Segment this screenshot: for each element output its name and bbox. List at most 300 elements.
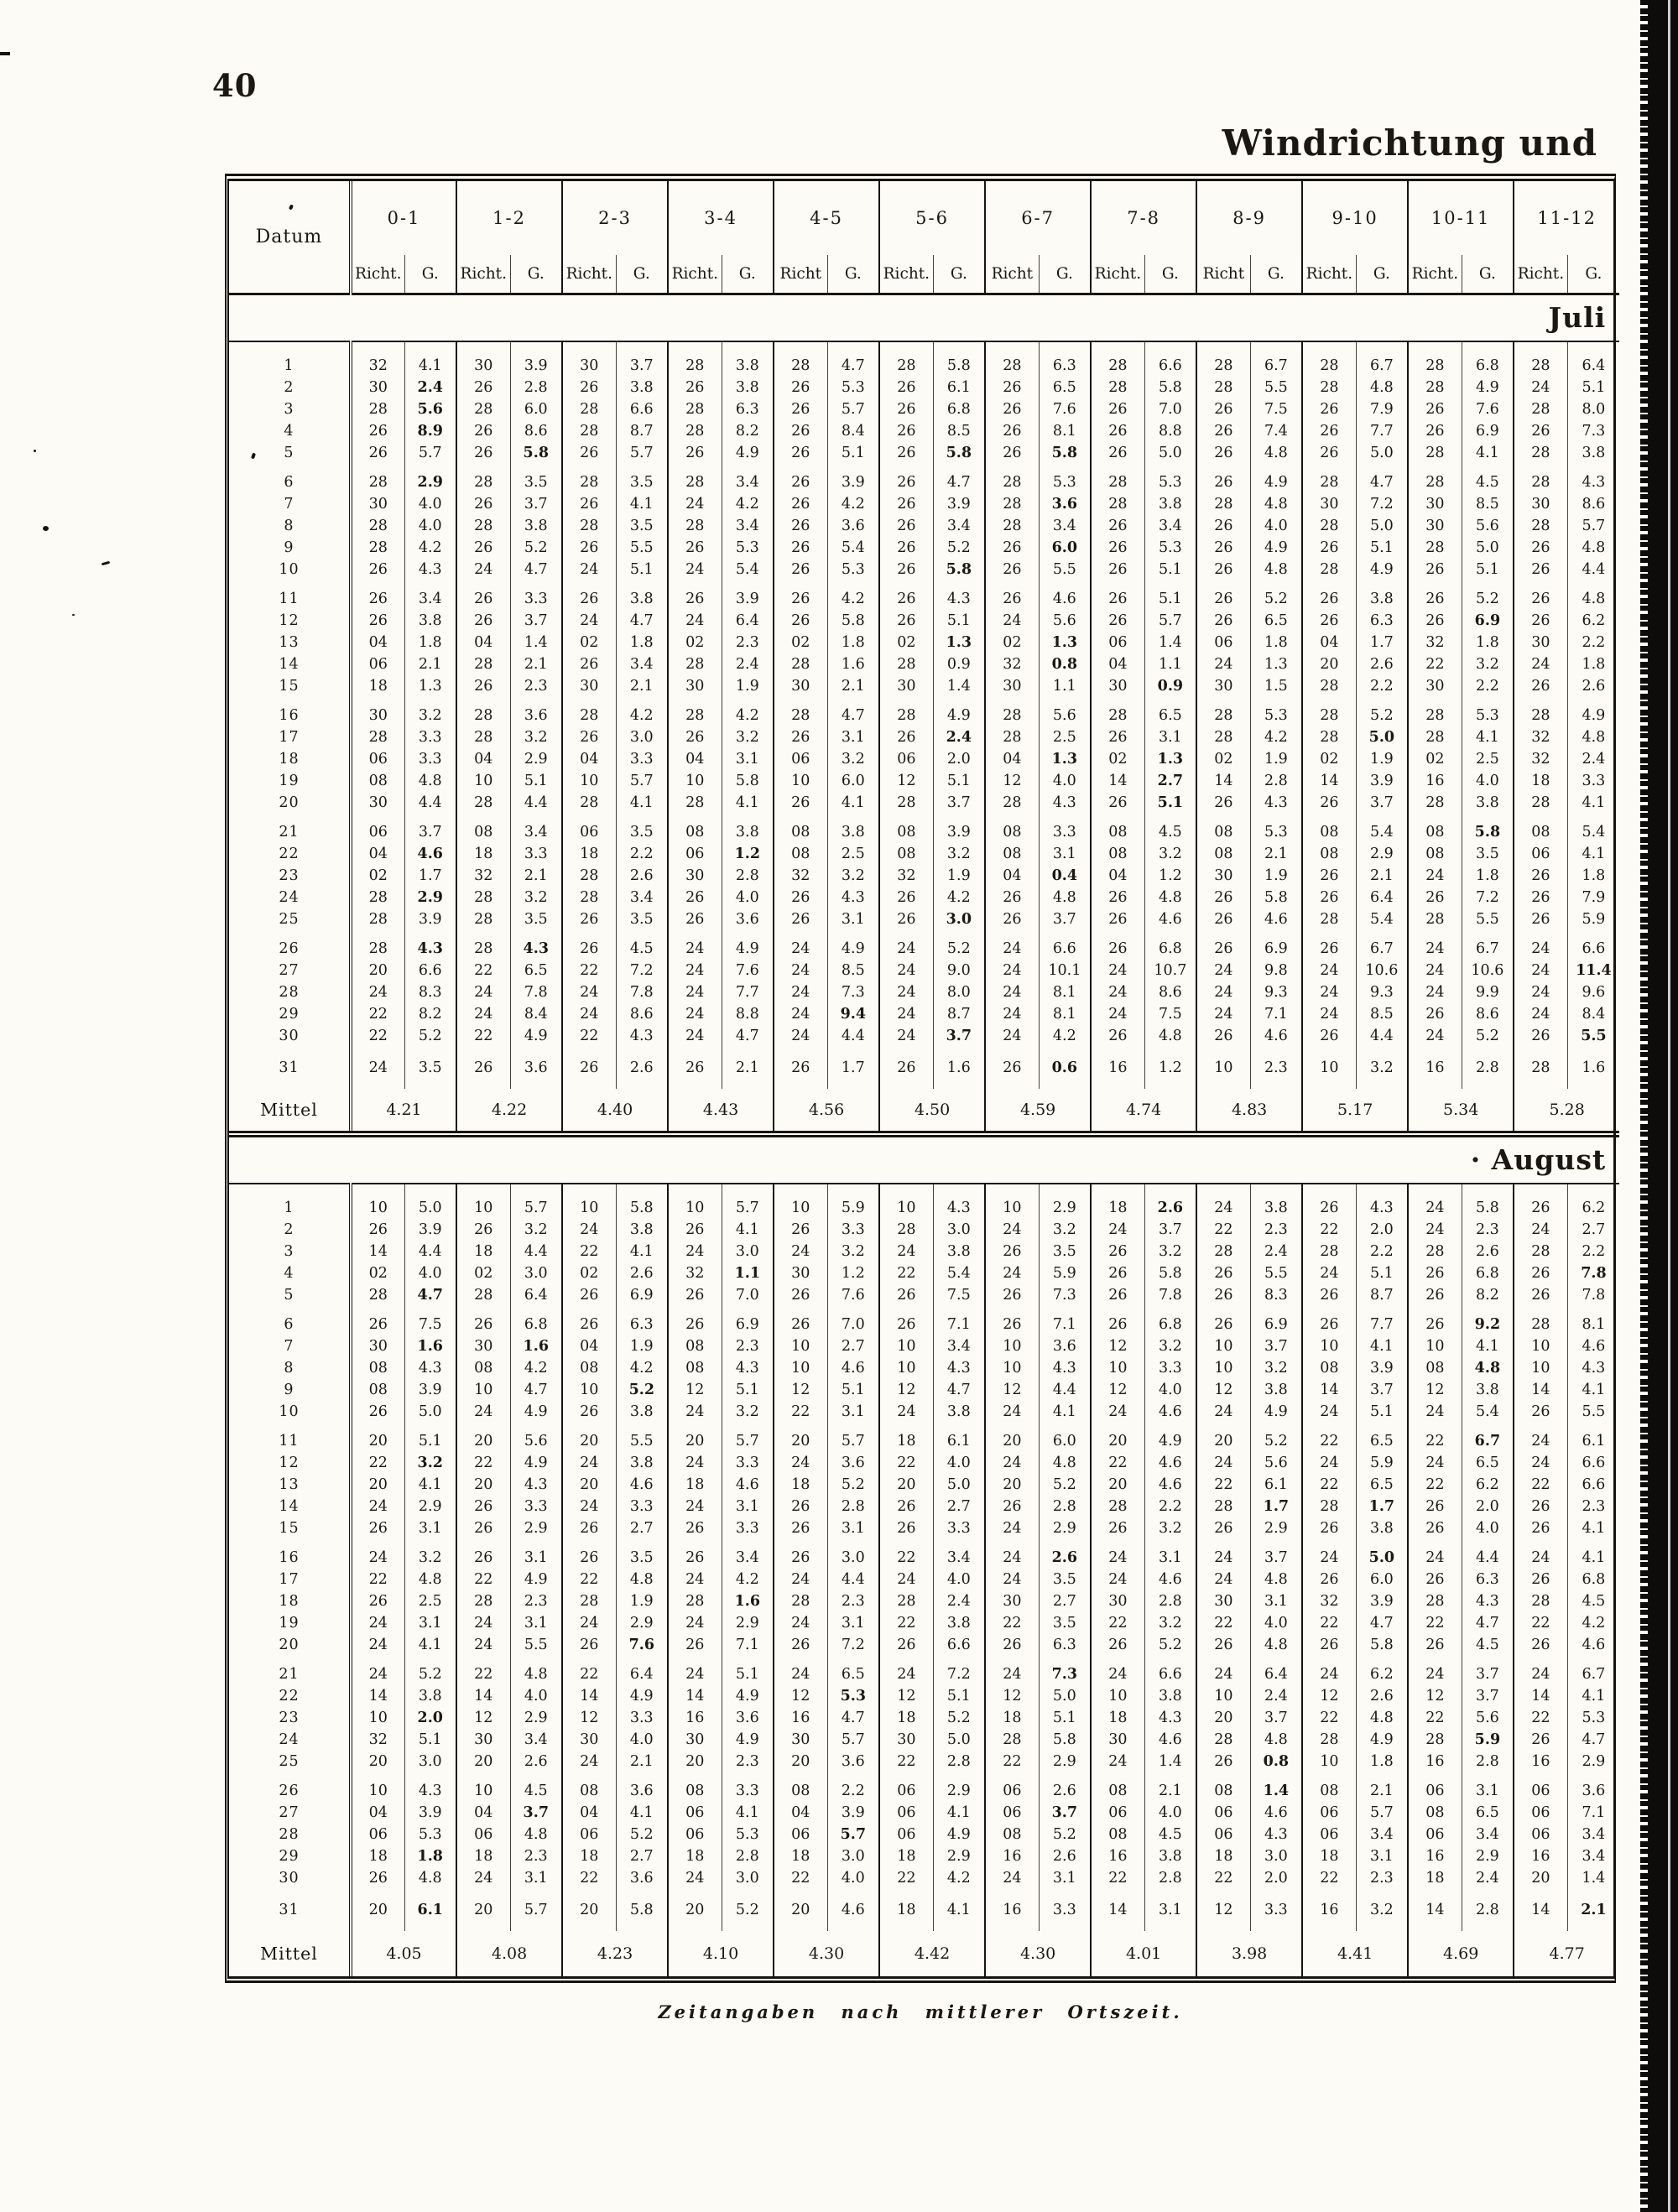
direction-cell: 18 — [562, 843, 616, 865]
table-row — [229, 1057, 1619, 1079]
direction-cell: 18 — [879, 1899, 933, 1921]
spacer-cell — [1567, 930, 1619, 938]
table-row — [229, 792, 1619, 814]
direction-cell: 08 — [1196, 843, 1250, 865]
speed-cell: 4.2 — [1567, 1612, 1619, 1634]
direction-cell: 30 — [985, 675, 1039, 697]
spacer-cell — [1302, 1539, 1356, 1547]
direction-cell: 28 — [1302, 675, 1356, 697]
table-row — [229, 887, 1619, 908]
speed-cell: 3.0 — [1250, 1845, 1302, 1867]
speed-cell: 4.1 — [404, 355, 456, 377]
direction-cell: 26 — [1408, 1634, 1462, 1656]
day-cell: 3 — [229, 1241, 351, 1262]
direction-cell: 28 — [456, 653, 510, 675]
spacer-cell — [616, 1921, 668, 1931]
mittel-label: Mittel — [229, 1089, 351, 1134]
direction-cell: 28 — [456, 908, 510, 930]
speed-cell: 3.9 — [404, 908, 456, 930]
spacer-cell — [827, 580, 879, 588]
speed-cell: 5.1 — [827, 442, 879, 464]
scan-speck — [0, 52, 10, 55]
direction-cell: 28 — [1408, 377, 1462, 398]
direction-cell: 04 — [1302, 632, 1356, 653]
speed-cell: 2.1 — [510, 653, 562, 675]
direction-cell: 06 — [1196, 632, 1250, 653]
speed-cell: 4.6 — [1144, 1401, 1196, 1423]
spacer-cell — [933, 930, 985, 938]
spacer-cell — [1462, 1423, 1514, 1430]
speed-cell: 5.0 — [1356, 1547, 1408, 1569]
speed-cell: 4.2 — [1250, 726, 1302, 748]
speed-cell: 2.1 — [404, 653, 456, 675]
table-row — [229, 1590, 1619, 1612]
direction-cell: 24 — [351, 1496, 404, 1517]
direction-cell: 26 — [668, 1517, 722, 1539]
speed-cell: 1.9 — [616, 1590, 668, 1612]
direction-cell: 28 — [1196, 1241, 1250, 1262]
speed-cell: 2.3 — [1250, 1219, 1302, 1241]
direction-cell: 28 — [1514, 515, 1567, 537]
speed-cell: 3.8 — [1144, 1685, 1196, 1707]
direction-cell: 26 — [1302, 1284, 1356, 1306]
spacer-cell — [616, 697, 668, 705]
direction-cell: 26 — [1196, 1751, 1250, 1772]
spacer-cell — [351, 1921, 404, 1931]
speed-cell: 2.6 — [1462, 1241, 1514, 1262]
spacer-cell — [827, 464, 879, 471]
speed-cell: 2.4 — [1567, 748, 1619, 770]
speed-cell: 6.1 — [1567, 1430, 1619, 1452]
spacer-cell — [1039, 1306, 1091, 1314]
direction-cell: 24 — [1408, 1197, 1462, 1219]
direction-cell: 12 — [985, 1379, 1039, 1401]
speed-cell: 3.5 — [616, 471, 668, 493]
speed-cell: 4.6 — [1567, 1335, 1619, 1357]
speed-cell: 2.3 — [510, 1845, 562, 1867]
direction-cell: 24 — [985, 1025, 1039, 1047]
day-cell: 22 — [229, 843, 351, 865]
direction-cell: 26 — [1091, 1241, 1144, 1262]
direction-cell: 32 — [879, 865, 933, 887]
direction-cell: 22 — [1514, 1707, 1567, 1729]
direction-cell: 26 — [1514, 588, 1567, 610]
spacer-cell — [1514, 1079, 1567, 1089]
speed-cell: 3.4 — [1144, 515, 1196, 537]
direction-cell: 26 — [1514, 887, 1567, 908]
direction-cell: 26 — [1408, 559, 1462, 580]
direction-cell: 26 — [351, 1867, 404, 1889]
speed-cell: 5.8 — [1039, 442, 1091, 464]
spacer-cell — [722, 1921, 774, 1931]
spacer-cell — [1144, 1889, 1196, 1899]
speed-cell: 3.5 — [616, 821, 668, 843]
speed-cell: 4.1 — [722, 1219, 774, 1241]
speed-cell: 2.4 — [1250, 1685, 1302, 1707]
speed-cell: 3.9 — [1356, 1590, 1408, 1612]
direction-cell: 10 — [351, 1780, 404, 1802]
direction-cell: 28 — [1514, 398, 1567, 420]
speed-cell: 2.6 — [1039, 1547, 1091, 1569]
day-cell: 9 — [229, 537, 351, 559]
spacer-cell — [510, 1079, 562, 1089]
direction-cell: 08 — [668, 1335, 722, 1357]
direction-cell: 10 — [1091, 1357, 1144, 1379]
speed-cell: 4.7 — [404, 1284, 456, 1306]
wind-direction-strength-table — [225, 174, 1616, 1983]
spacer-cell — [1039, 1047, 1091, 1057]
speed-cell: 4.3 — [510, 1474, 562, 1496]
direction-cell: 14 — [1514, 1379, 1567, 1401]
speed-cell: 3.7 — [1144, 1219, 1196, 1241]
direction-cell: 28 — [351, 887, 404, 908]
spacer-cell — [351, 1889, 404, 1899]
speed-cell: 4.1 — [933, 1802, 985, 1824]
spacer-cell — [456, 1079, 510, 1089]
speed-cell: 1.8 — [1250, 632, 1302, 653]
spacer-cell — [1144, 1184, 1196, 1197]
speed-cell: 1.6 — [827, 653, 879, 675]
direction-cell: 22 — [562, 1025, 616, 1047]
direction-cell: 22 — [562, 1867, 616, 1889]
hour-range-header: 6-7 — [985, 181, 1091, 255]
direction-cell: 26 — [774, 1314, 827, 1335]
speed-cell: 5.4 — [933, 1262, 985, 1284]
day-cell: 31 — [229, 1899, 351, 1921]
direction-cell: 20 — [774, 1430, 827, 1452]
direction-cell: 24 — [879, 938, 933, 960]
hour-range-header: 5-6 — [879, 181, 985, 255]
table-row — [229, 821, 1619, 843]
speed-cell: 2.6 — [1567, 675, 1619, 697]
spacer-cell — [774, 580, 827, 588]
direction-cell: 28 — [1302, 355, 1356, 377]
speed-cell: 2.7 — [1144, 770, 1196, 792]
speed-cell: 3.3 — [827, 1219, 879, 1241]
spacer-cell — [1567, 1079, 1619, 1089]
direction-cell: 28 — [562, 792, 616, 814]
speed-cell: 8.5 — [933, 420, 985, 442]
speed-cell: 4.7 — [933, 471, 985, 493]
direction-cell: 26 — [1196, 1517, 1250, 1539]
speed-cell: 3.1 — [1144, 726, 1196, 748]
direction-cell: 26 — [1408, 887, 1462, 908]
direction-cell: 28 — [1196, 705, 1250, 726]
spacer-cell — [879, 1079, 933, 1089]
direction-cell: 30 — [985, 1590, 1039, 1612]
direction-cell: 26 — [562, 726, 616, 748]
spacer-row — [229, 1047, 1619, 1057]
speed-cell: 1.9 — [1356, 748, 1408, 770]
spacer-cell — [456, 1184, 510, 1197]
direction-cell: 10 — [562, 770, 616, 792]
speed-cell: 4.3 — [1144, 1707, 1196, 1729]
spacer-row — [229, 1079, 1619, 1089]
spacer-cell — [879, 1047, 933, 1057]
day-cell: 28 — [229, 981, 351, 1003]
spacer-cell — [351, 464, 404, 471]
speed-cell: 7.3 — [1039, 1284, 1091, 1306]
speed-cell: 9.8 — [1250, 960, 1302, 981]
direction-cell: 28 — [351, 471, 404, 493]
day-cell: 20 — [229, 792, 351, 814]
spacer-cell — [1514, 1184, 1567, 1197]
speed-cell: 4.1 — [722, 1802, 774, 1824]
spacer-cell — [1356, 1079, 1408, 1089]
speed-cell: 3.3 — [510, 843, 562, 865]
direction-cell: 24 — [1091, 1751, 1144, 1772]
spacer-cell — [1196, 1889, 1250, 1899]
spacer-cell — [668, 341, 722, 355]
direction-cell: 26 — [1514, 1729, 1567, 1751]
direction-cell: 24 — [774, 1003, 827, 1025]
direction-cell: 26 — [1196, 887, 1250, 908]
speed-cell: 4.1 — [722, 792, 774, 814]
direction-cell: 26 — [879, 493, 933, 515]
speed-cell: 2.4 — [404, 377, 456, 398]
spacer-cell — [456, 464, 510, 471]
spacer-cell — [229, 697, 351, 705]
spacer-cell — [985, 464, 1039, 471]
richt-subheader: Richt. — [562, 255, 616, 294]
direction-cell: 26 — [1514, 559, 1567, 580]
direction-cell: 02 — [562, 632, 616, 653]
direction-cell: 26 — [1196, 1025, 1250, 1047]
direction-cell: 26 — [774, 1517, 827, 1539]
table-row — [229, 938, 1619, 960]
speed-cell: 3.7 — [404, 821, 456, 843]
speed-cell: 1.1 — [1144, 653, 1196, 675]
speed-cell: 3.9 — [510, 355, 562, 377]
speed-cell: 6.6 — [933, 1634, 985, 1656]
direction-cell: 24 — [1514, 653, 1567, 675]
direction-cell: 22 — [1302, 1474, 1356, 1496]
spacer-cell — [1250, 580, 1302, 588]
direction-cell: 18 — [879, 1707, 933, 1729]
direction-cell: 26 — [774, 1634, 827, 1656]
spacer-cell — [456, 930, 510, 938]
direction-cell: 26 — [1091, 559, 1144, 580]
speed-cell: 4.9 — [1356, 559, 1408, 580]
direction-cell: 02 — [774, 632, 827, 653]
speed-cell: 2.2 — [1462, 675, 1514, 697]
speed-cell: 3.6 — [827, 1751, 879, 1772]
speed-cell: 4.2 — [616, 1357, 668, 1379]
direction-cell: 26 — [1302, 610, 1356, 632]
speed-cell: 3.1 — [827, 1517, 879, 1539]
direction-cell: 26 — [879, 887, 933, 908]
direction-cell: 24 — [1196, 981, 1250, 1003]
direction-cell: 06 — [562, 821, 616, 843]
direction-cell: 28 — [774, 653, 827, 675]
direction-cell: 24 — [1196, 653, 1250, 675]
speed-cell: 6.6 — [1567, 1452, 1619, 1474]
speed-cell: 4.0 — [933, 1569, 985, 1590]
direction-cell: 28 — [456, 515, 510, 537]
spacer-cell — [562, 930, 616, 938]
speed-cell: 4.3 — [404, 938, 456, 960]
direction-cell: 28 — [1408, 1590, 1462, 1612]
direction-cell: 26 — [985, 377, 1039, 398]
direction-cell: 26 — [351, 420, 404, 442]
spacer-cell — [668, 697, 722, 705]
spacer-cell — [668, 464, 722, 471]
speed-cell: 6.8 — [1462, 355, 1514, 377]
spacer-cell — [616, 814, 668, 821]
spacer-cell — [510, 1921, 562, 1931]
spacer-cell — [1462, 1889, 1514, 1899]
direction-cell: 24 — [456, 559, 510, 580]
spacer-cell — [1144, 1047, 1196, 1057]
direction-cell: 12 — [774, 1379, 827, 1401]
direction-cell: 30 — [1196, 675, 1250, 697]
direction-cell: 06 — [456, 1824, 510, 1845]
speed-cell: 3.5 — [1039, 1612, 1091, 1634]
spacer-cell — [1039, 930, 1091, 938]
speed-cell: 5.1 — [510, 770, 562, 792]
speed-cell: 6.4 — [616, 1663, 668, 1685]
direction-cell: 20 — [668, 1899, 722, 1921]
direction-cell: 24 — [879, 1401, 933, 1423]
direction-cell: 24 — [562, 559, 616, 580]
speed-cell: 2.6 — [1039, 1780, 1091, 1802]
speed-cell: 1.9 — [616, 1335, 668, 1357]
direction-cell: 24 — [1514, 377, 1567, 398]
speed-cell: 5.9 — [827, 1197, 879, 1219]
direction-cell: 24 — [456, 1401, 510, 1423]
spacer-cell — [879, 1772, 933, 1780]
speed-cell: 8.1 — [1039, 420, 1091, 442]
speed-cell: 8.8 — [1144, 420, 1196, 442]
spacer-cell — [827, 930, 879, 938]
speed-cell: 6.3 — [1039, 1634, 1091, 1656]
speed-cell: 5.2 — [1039, 1824, 1091, 1845]
direction-cell: 20 — [456, 1751, 510, 1772]
speed-cell: 4.9 — [616, 1685, 668, 1707]
speed-cell: 2.1 — [1144, 1780, 1196, 1802]
spacer-cell — [562, 1047, 616, 1057]
direction-cell: 24 — [351, 1057, 404, 1079]
speed-cell: 4.0 — [616, 1729, 668, 1751]
speed-cell: 3.7 — [1250, 1547, 1302, 1569]
direction-cell: 24 — [985, 1452, 1039, 1474]
speed-cell: 4.0 — [1144, 1379, 1196, 1401]
direction-cell: 24 — [1196, 1547, 1250, 1569]
direction-cell: 26 — [1091, 1262, 1144, 1284]
spacer-cell — [668, 1047, 722, 1057]
speed-cell: 3.5 — [510, 471, 562, 493]
speed-cell: 4.8 — [1356, 1707, 1408, 1729]
speed-cell: 5.5 — [1567, 1401, 1619, 1423]
speed-cell: 5.1 — [933, 610, 985, 632]
direction-cell: 20 — [774, 1899, 827, 1921]
direction-cell: 20 — [351, 1899, 404, 1921]
speed-cell: 4.1 — [1356, 1335, 1408, 1357]
direction-cell: 28 — [1408, 1729, 1462, 1751]
speed-cell: 5.6 — [1462, 515, 1514, 537]
direction-cell: 26 — [879, 1517, 933, 1539]
mittel-value-cell: 4.69 — [1408, 1931, 1514, 1976]
g-subheader: G. — [1462, 255, 1514, 294]
speed-cell: 2.8 — [510, 377, 562, 398]
direction-cell: 26 — [879, 1284, 933, 1306]
speed-cell: 2.8 — [722, 1845, 774, 1867]
speed-cell: 7.3 — [1567, 420, 1619, 442]
speed-cell: 5.5 — [1462, 908, 1514, 930]
direction-cell: 28 — [985, 726, 1039, 748]
speed-cell: 1.4 — [933, 675, 985, 697]
speed-cell: 1.6 — [933, 1057, 985, 1079]
header-sublabels-row — [229, 255, 1619, 294]
scan-speck — [102, 561, 110, 565]
direction-cell: 24 — [774, 1663, 827, 1685]
direction-cell: 26 — [879, 1057, 933, 1079]
direction-cell: 26 — [1408, 1314, 1462, 1335]
spacer-cell — [1144, 1079, 1196, 1089]
direction-cell: 24 — [985, 1262, 1039, 1284]
speed-cell: 5.2 — [616, 1824, 668, 1845]
direction-cell: 16 — [1408, 1751, 1462, 1772]
direction-cell: 24 — [668, 1496, 722, 1517]
spacer-cell — [1144, 1539, 1196, 1547]
direction-cell: 06 — [879, 1780, 933, 1802]
spacer-cell — [1408, 1889, 1462, 1899]
hour-range-header: 9-10 — [1302, 181, 1408, 255]
direction-cell: 18 — [1196, 1845, 1250, 1867]
speed-cell: 5.7 — [510, 1197, 562, 1219]
page-number: 40 — [212, 67, 258, 104]
direction-cell: 26 — [1514, 1496, 1567, 1517]
mittel-row — [229, 1089, 1619, 1134]
spacer-cell — [562, 1423, 616, 1430]
direction-cell: 16 — [1514, 1845, 1567, 1867]
direction-cell: 10 — [1408, 1335, 1462, 1357]
direction-cell: 26 — [1408, 1517, 1462, 1539]
speed-cell: 7.5 — [1250, 398, 1302, 420]
spacer-cell — [404, 464, 456, 471]
spacer-cell — [1144, 1423, 1196, 1430]
spacer-cell — [879, 580, 933, 588]
direction-cell: 28 — [1091, 377, 1144, 398]
speed-cell: 3.1 — [722, 748, 774, 770]
direction-cell: 20 — [456, 1430, 510, 1452]
spacer-cell — [1091, 341, 1144, 355]
spacer-cell — [1144, 930, 1196, 938]
speed-cell: 4.2 — [933, 1867, 985, 1889]
direction-cell: 20 — [562, 1430, 616, 1452]
direction-cell: 24 — [562, 981, 616, 1003]
direction-cell: 08 — [1091, 1780, 1144, 1802]
day-cell: 26 — [229, 1780, 351, 1802]
speed-cell: 5.4 — [1356, 821, 1408, 843]
spacer-cell — [1196, 1079, 1250, 1089]
direction-cell: 22 — [351, 1452, 404, 1474]
spacer-cell — [562, 341, 616, 355]
spacer-cell — [1039, 1184, 1091, 1197]
speed-cell: 7.6 — [722, 960, 774, 981]
direction-cell: 10 — [456, 1780, 510, 1802]
speed-cell: 8.0 — [1567, 398, 1619, 420]
direction-cell: 28 — [985, 471, 1039, 493]
direction-cell: 32 — [1514, 748, 1567, 770]
speed-cell: 5.1 — [722, 1663, 774, 1685]
direction-cell: 24 — [1196, 1663, 1250, 1685]
speed-cell: 4.2 — [722, 493, 774, 515]
direction-cell: 26 — [985, 442, 1039, 464]
direction-cell: 26 — [1302, 588, 1356, 610]
speed-cell: 1.8 — [1462, 865, 1514, 887]
speed-cell: 3.2 — [827, 865, 879, 887]
